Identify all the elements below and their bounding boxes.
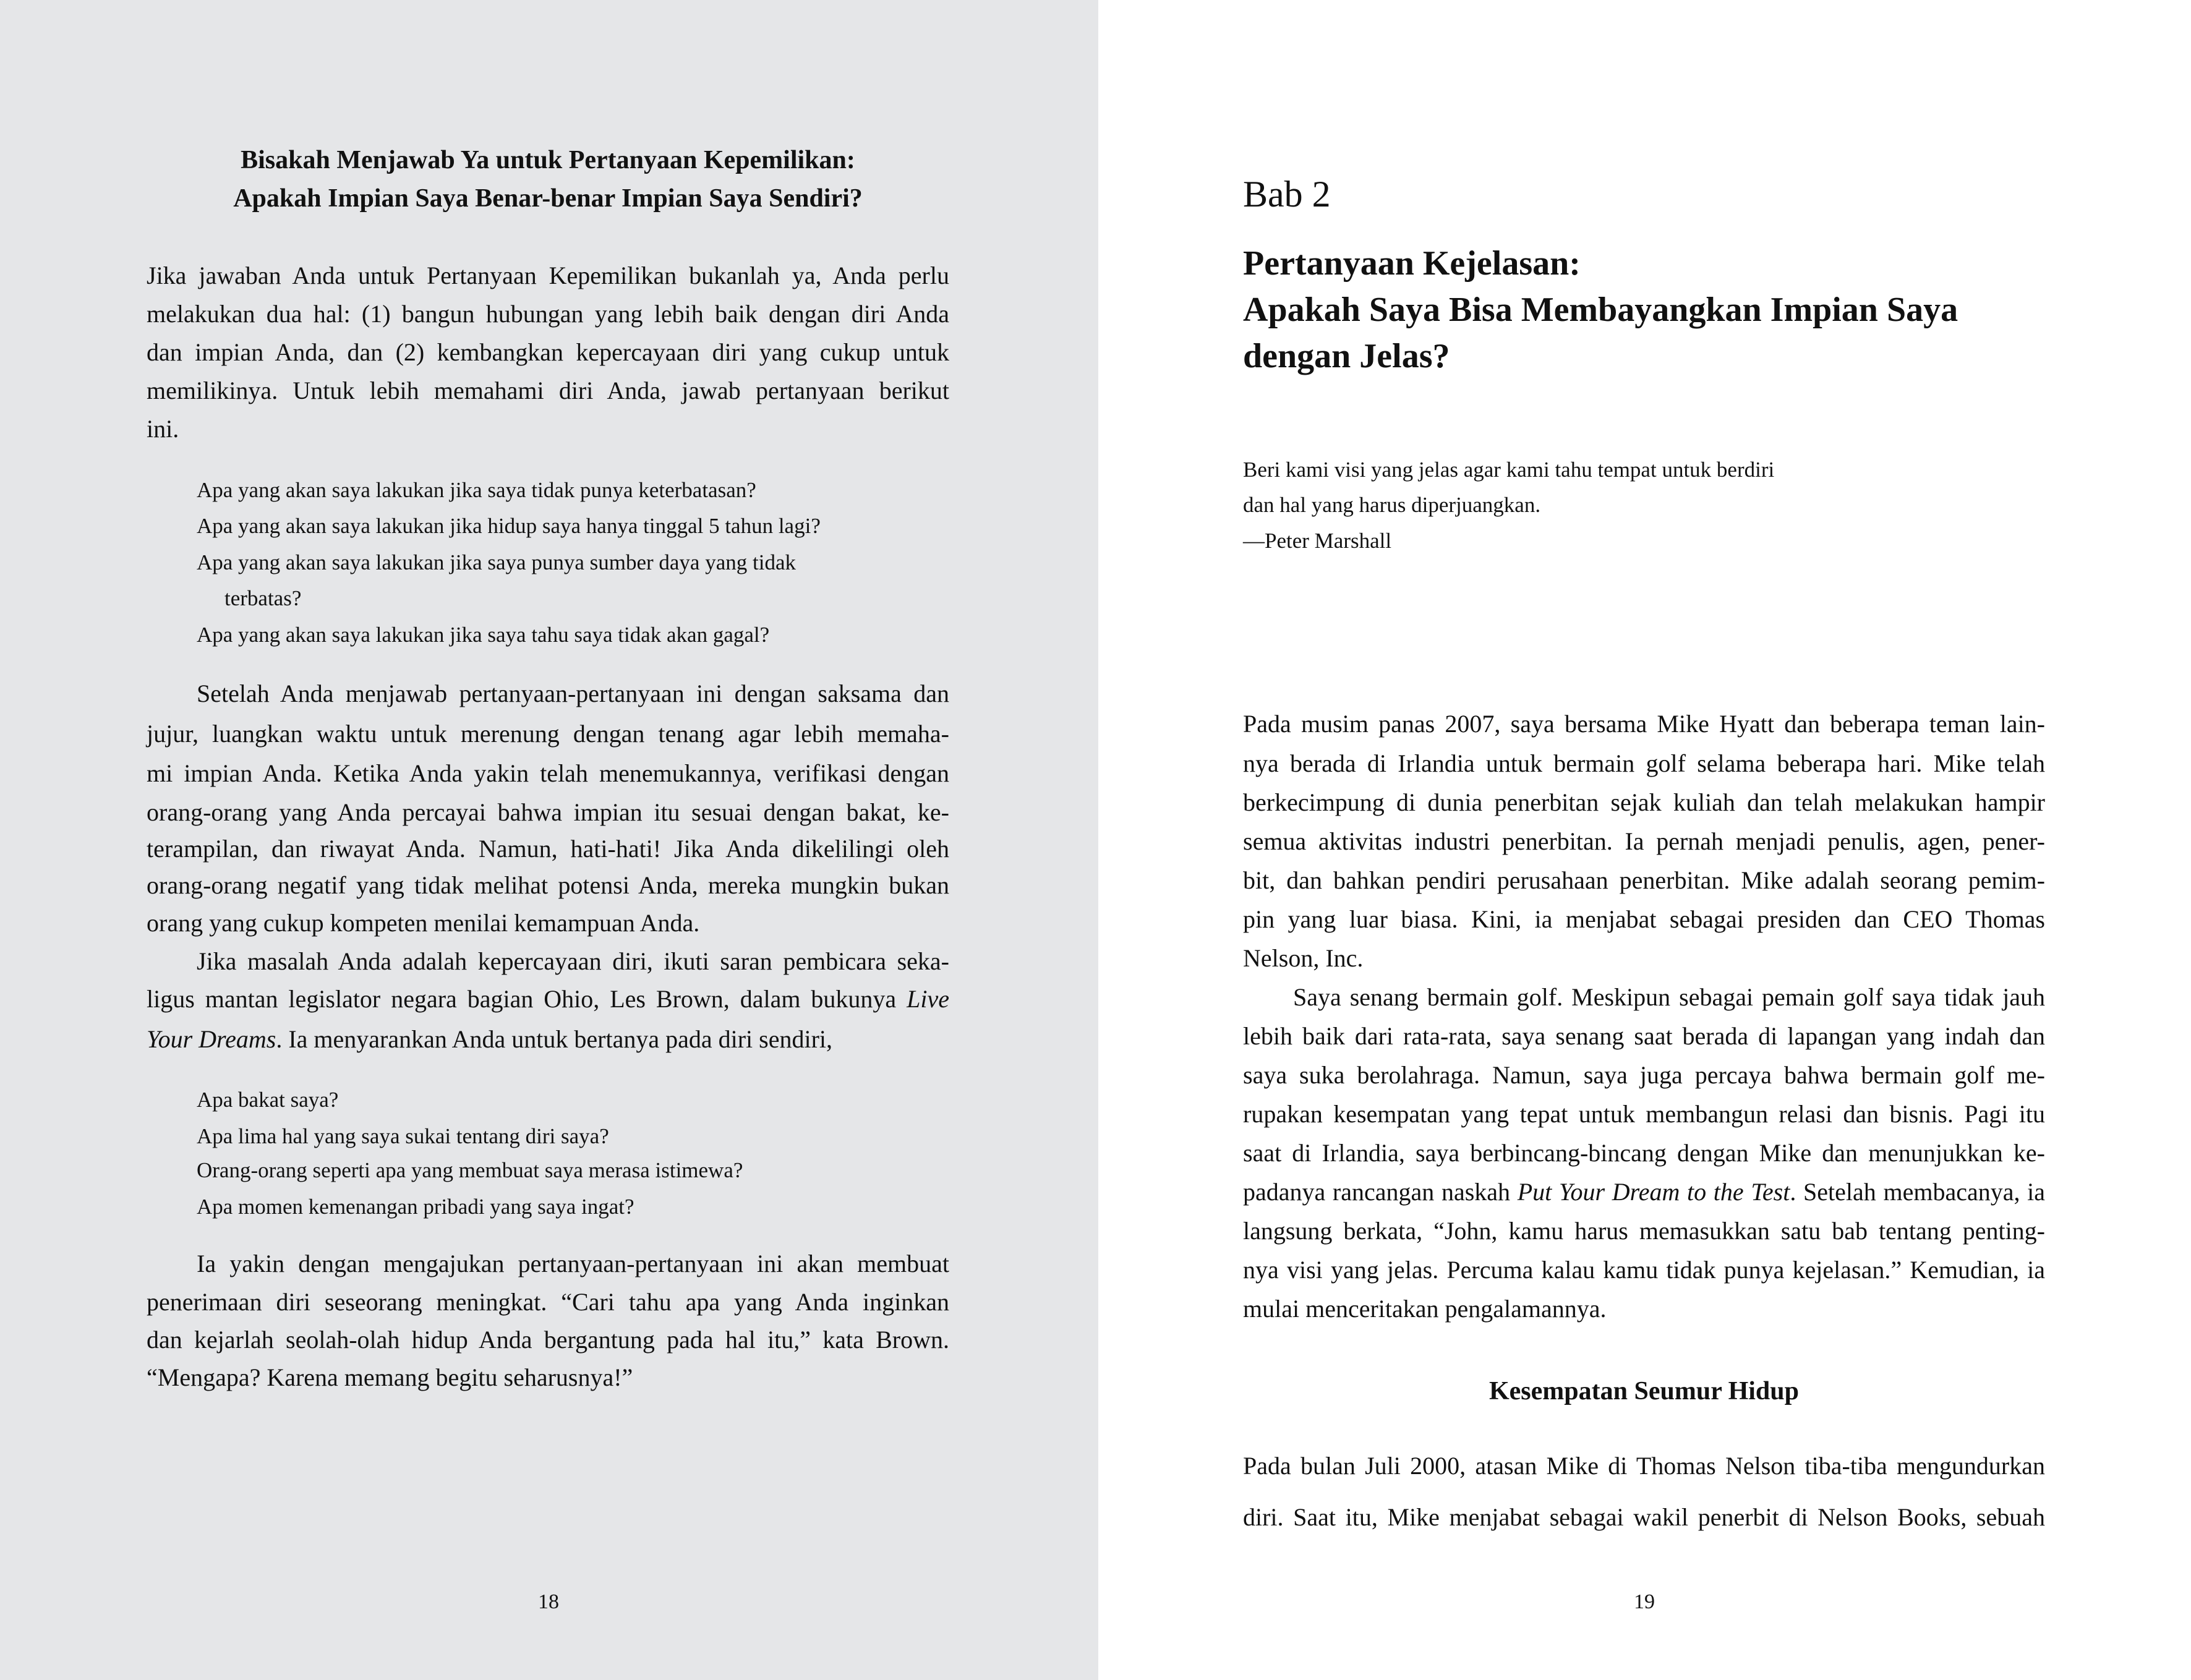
body-line: nya visi yang jelas. Percuma kalau kamu tidak punya kejelasan.” Kemudian, ia [1243,1256,2045,1284]
body-line: memilikinya. Untuk lebih memahami diri Anda, jawab pertanyaan berikut [147,377,949,404]
chapter-title-line-2: Apakah Saya Bisa Membayangkan Impian Saya [1243,291,1958,329]
book-title-italic: Live [907,985,950,1013]
body-line: dan impian Anda, dan (2) kembangkan kepercayaan diri yang cukup untuk [147,338,949,366]
question-item: Apa yang akan saya lakukan jika hidup saya hanya tinggal 5 tahun lagi? [197,514,821,538]
body-line: langsung berkata, “John, kamu harus memasukkan satu bab tentang penting- [1243,1217,2045,1245]
body-line: dan kejarlah seolah-olah hidup Anda bergantung pada hal itu,” kata Brown. [147,1326,949,1354]
body-line: semua aktivitas industri penerbitan. Ia pernah menjadi penulis, agen, pener- [1243,827,2045,855]
body-line: nya berada di Irlandia untuk bermain golf selama beberapa hari. Mike telah [1243,749,2045,777]
question-item: Apa bakat saya? [197,1088,339,1112]
question-item: Apa yang akan saya lakukan jika saya tahu saya tidak akan gagal? [197,623,770,647]
question-item-continuation: terbatas? [224,586,302,610]
chapter-label: Bab 2 [1243,174,1331,215]
epigraph-line: dan hal yang harus diperjuangkan. [1243,493,1541,517]
body-line: jujur, luangkan waktu untuk merenung dengan tenang agar lebih memaha- [147,720,949,748]
section-heading-line-2: Apakah Impian Saya Benar-benar Impian Saya Sendiri? [233,184,863,213]
body-line: saya suka berolahraga. Namun, saya juga percaya bahwa bermain golf me- [1243,1061,2045,1089]
question-item: Apa yang akan saya lakukan jika saya punya sumber daya yang tidak [197,550,796,574]
body-line: diri. Saat itu, Mike menjabat sebagai wakil penerbit di Nelson Books, sebuah [1243,1503,2045,1531]
chapter-title-line-1: Pertanyaan Kejelasan: [1243,244,1581,283]
body-line: melakukan dua hal: (1) bangun hubungan yang lebih baik dengan diri Anda [147,300,949,328]
body-text: . Setelah membacanya, ia [1790,1178,2045,1206]
body-line: penerimaan diri seseorang meningkat. “Cari tahu apa yang Anda inginkan [147,1288,949,1316]
body-line: berkecimpung di dunia penerbitan sejak kuliah dan telah melakukan hampir [1243,788,2045,816]
body-line: pin yang luar biasa. Kini, ia menjabat sebagai presiden dan CEO Thomas [1243,905,2045,933]
question-item: Apa yang akan saya lakukan jika saya tidak punya keterbatasan? [197,478,756,502]
right-page [1098,0,2191,1680]
epigraph-attribution: —Peter Marshall [1243,529,1392,553]
body-line: mulai menceritakan pengalamannya. [1243,1295,1607,1323]
body-text: ligus mantan legislator negara bagian Ohio, Les Brown, dalam bukunya [147,985,897,1013]
question-item: Apa lima hal yang saya sukai tentang diri saya? [197,1124,609,1148]
epigraph-line: Beri kami visi yang jelas agar kami tahu tempat untuk berdiri [1243,458,1775,482]
body-line: orang yang cukup kompeten menilai kemampuan Anda. [147,909,700,937]
body-line: rupakan kesempatan yang tepat untuk membangun relasi dan bisnis. Pagi itu [1243,1100,2045,1128]
body-line: “Mengapa? Karena memang begitu seharusnya!” [147,1363,633,1391]
body-line [147,1027,832,1052]
body-line: Saya senang bermain golf. Meskipun sebagai pemain golf saya tidak jauh [1293,983,2045,1011]
body-line: orang-orang negatif yang tidak melihat potensi Anda, mereka mungkin bukan [147,871,949,899]
body-line: orang-orang yang Anda percayai bahwa impian itu sesuai dengan bakat, ke- [147,798,949,826]
section-heading-line-1: Bisakah Menjawab Ya untuk Pertanyaan Kepemilikan: [241,146,855,174]
question-item: Orang-orang seperti apa yang membuat saya merasa istimewa? [197,1158,743,1182]
chapter-title-line-3: dengan Jelas? [1243,337,1450,375]
body-text: . Ia menyarankan Anda untuk bertanya pada diri sendiri, [276,1025,833,1053]
body-line: Jika masalah Anda adalah kepercayaan diri, ikuti saran pembicara seka- [197,947,949,975]
body-line [1243,1180,2045,1205]
question-item: Apa momen kemenangan pribadi yang saya ingat? [197,1195,634,1219]
book-title-italic: Put Your Dream to the Test [1517,1178,1790,1206]
body-text: padanya rancangan naskah [1243,1178,1518,1206]
body-line: ini. [147,415,179,443]
book-title-italic: Your Dreams [147,1025,276,1053]
body-line: bit, dan bahkan pendiri perusahaan penerbitan. Mike adalah seorang pemim- [1243,866,2045,894]
body-line: Pada bulan Juli 2000, atasan Mike di Thomas Nelson tiba-tiba mengundurkan [1243,1452,2045,1480]
body-line: Setelah Anda menjawab pertanyaan-pertanyaan ini dengan saksama dan [197,680,949,707]
body-line: terampilan, dan riwayat Anda. Namun, hati-hati! Jika Anda dikelilingi oleh [147,835,949,863]
body-line: saat di Irlandia, saya berbincang-bincang dengan Mike dan menunjukkan ke- [1243,1139,2045,1167]
body-line: mi impian Anda. Ketika Anda yakin telah menemukannya, verifikasi dengan [147,759,949,787]
body-line: Nelson, Inc. [1243,944,1364,972]
body-line: Pada musim panas 2007, saya bersama Mike Hyatt dan beberapa teman lain- [1243,710,2045,738]
page-number: 19 [1634,1590,1655,1613]
page-number: 18 [538,1590,559,1613]
body-line [147,987,949,1012]
body-line: Ia yakin dengan mengajukan pertanyaan-pertanyaan ini akan membuat [197,1250,949,1277]
body-line: lebih baik dari rata-rata, saya senang saat berada di lapangan yang indah dan [1243,1022,2045,1050]
body-line: Jika jawaban Anda untuk Pertanyaan Kepemilikan bukanlah ya, Anda perlu [147,262,949,289]
section-subheading: Kesempatan Seumur Hidup [1489,1377,1799,1405]
